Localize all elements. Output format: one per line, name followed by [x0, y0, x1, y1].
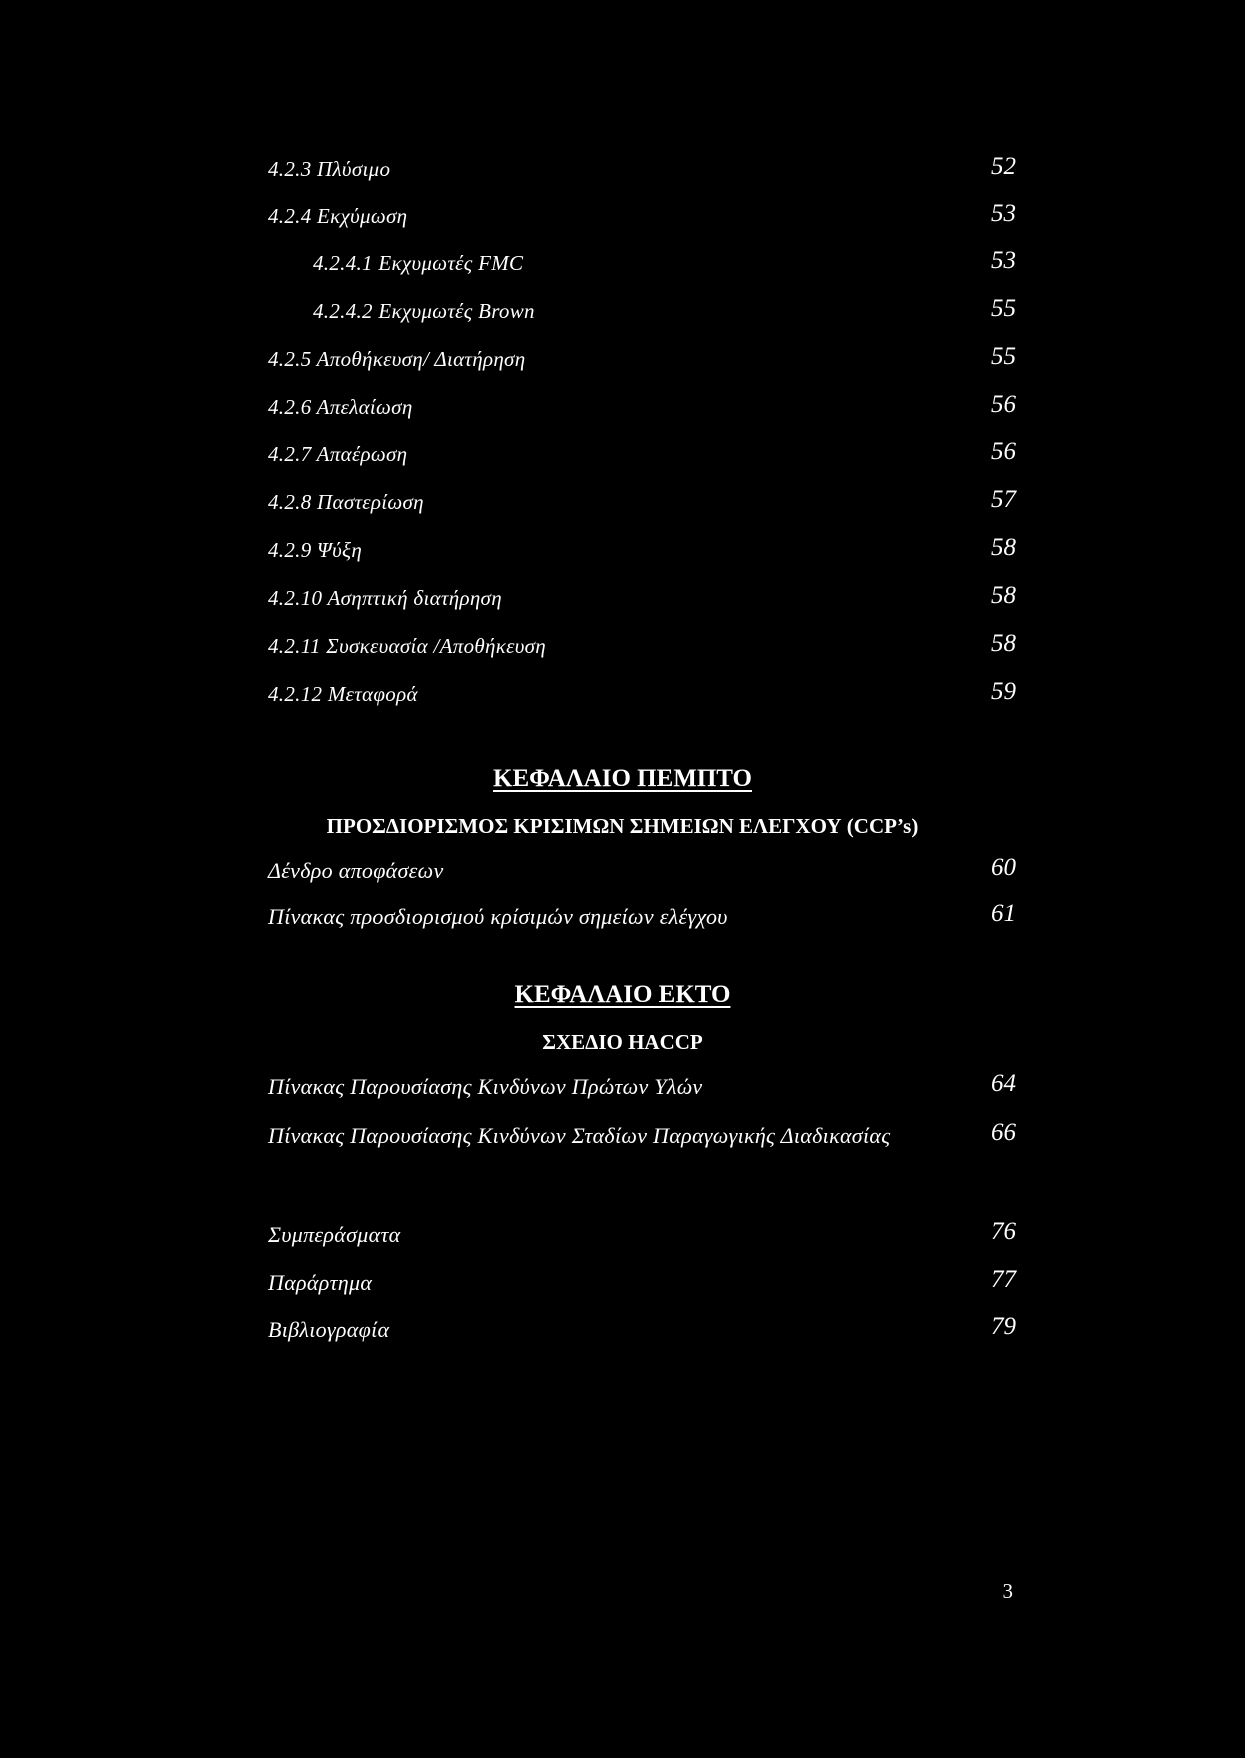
chapter-heading: ΚΕΦΑΛΑΙΟ ΠΕΜΠΤΟ	[493, 765, 752, 792]
chapter-subheading: ΠΡΟΣΔΙΟΡΙΣΜΟΣ ΚΡΙΣΙΜΩΝ ΣΗΜΕΙΩΝ ΕΛΕΓΧΟΥ (CCP’s)	[326, 814, 919, 838]
toc-entry	[313, 247, 1016, 281]
toc-entry-title: 4.2.4.2 Εκχυμωτές Brown	[313, 299, 535, 323]
toc-entry-title: 4.2.7 Απαέρωση	[268, 442, 408, 466]
toc-entry-page: 59	[991, 678, 1016, 705]
toc-entry	[268, 900, 1016, 934]
toc-entry-page: 58	[991, 630, 1016, 657]
toc-entry	[268, 582, 1016, 616]
toc-entry-title: Βιβλιογραφία	[268, 1317, 390, 1342]
toc-entry	[268, 153, 1016, 187]
toc-entry	[268, 630, 1016, 664]
toc-entry-title: 4.2.5 Αποθήκευση/ Διατήρηση	[268, 347, 526, 371]
toc-entry	[268, 391, 1016, 425]
toc-entry	[268, 534, 1016, 568]
toc-entry-page: 76	[991, 1218, 1016, 1245]
toc-entry	[268, 343, 1016, 377]
toc-entry	[313, 295, 1016, 329]
toc-entry	[268, 1070, 1016, 1104]
toc-entry	[268, 854, 1016, 888]
toc-entry-page: 58	[991, 534, 1016, 561]
toc-entry-page: 53	[991, 247, 1016, 274]
toc-entry-title: 4.2.4 Εκχύμωση	[268, 204, 408, 228]
toc-entry-title: 4.2.3 Πλύσιμο	[268, 157, 391, 181]
toc-entry	[268, 200, 1016, 234]
toc-entry-title: 4.2.6 Απελαίωση	[268, 395, 413, 419]
toc-entry-title: 4.2.8 Παστερίωση	[268, 490, 424, 514]
toc-entry-title: 4.2.10 Ασηπτική διατήρηση	[268, 586, 502, 610]
toc-entry-page: 61	[991, 900, 1016, 927]
toc-entry-page: 56	[991, 438, 1016, 465]
toc-entry	[268, 486, 1016, 520]
toc-entry	[268, 1266, 1016, 1300]
chapter-subheading: ΣΧΕΔΙΟ HACCP	[542, 1030, 703, 1054]
toc-entry-title: Παράρτημα	[268, 1270, 373, 1295]
toc-entry	[268, 1119, 1016, 1153]
toc-entry-title: 4.2.9 Ψύξη	[268, 538, 363, 562]
toc-entry	[268, 678, 1016, 712]
toc-entry-page: 56	[991, 391, 1016, 418]
toc-entry-page: 60	[991, 854, 1016, 881]
toc-entry-page: 57	[991, 486, 1016, 513]
toc-entry	[268, 1218, 1016, 1252]
toc-entry	[268, 1313, 1016, 1347]
toc-entry-title: 4.2.4.1 Εκχυμωτές FMC	[313, 251, 524, 275]
toc-entry-page: 55	[991, 343, 1016, 370]
toc-entry-page: 55	[991, 295, 1016, 322]
toc-entry-title: Συμπεράσματα	[268, 1222, 401, 1247]
toc-entry	[268, 438, 1016, 472]
toc-entry-title: Πίνακας προσδιορισμού κρίσιμών σημείων ελέγχου	[268, 904, 728, 929]
toc-entry-title: Πίνακας Παρουσίασης Κινδύνων Σταδίων Παραγωγικής Διαδικασίας	[268, 1123, 891, 1148]
toc-entry-page: 58	[991, 582, 1016, 609]
chapter-heading: ΚΕΦΑΛΑΙΟ ΕΚΤΟ	[514, 981, 731, 1008]
toc-entry-page: 66	[991, 1119, 1016, 1146]
toc-entry-page: 77	[991, 1266, 1016, 1293]
toc-entry-page: 79	[991, 1313, 1016, 1340]
toc-entry-page: 53	[991, 200, 1016, 227]
toc-entry-page: 52	[991, 153, 1016, 180]
page-number: 3	[1002, 1579, 1013, 1603]
toc-entry-title: Πίνακας Παρουσίασης Κινδύνων Πρώτων Υλών	[268, 1074, 703, 1099]
toc-entry-title: Δένδρο αποφάσεων	[268, 858, 444, 883]
toc-entry-title: 4.2.11 Συσκευασία /Αποθήκευση	[268, 634, 547, 658]
toc-entry-page: 64	[991, 1070, 1016, 1097]
toc-entry-title: 4.2.12 Μεταφορά	[268, 682, 418, 706]
